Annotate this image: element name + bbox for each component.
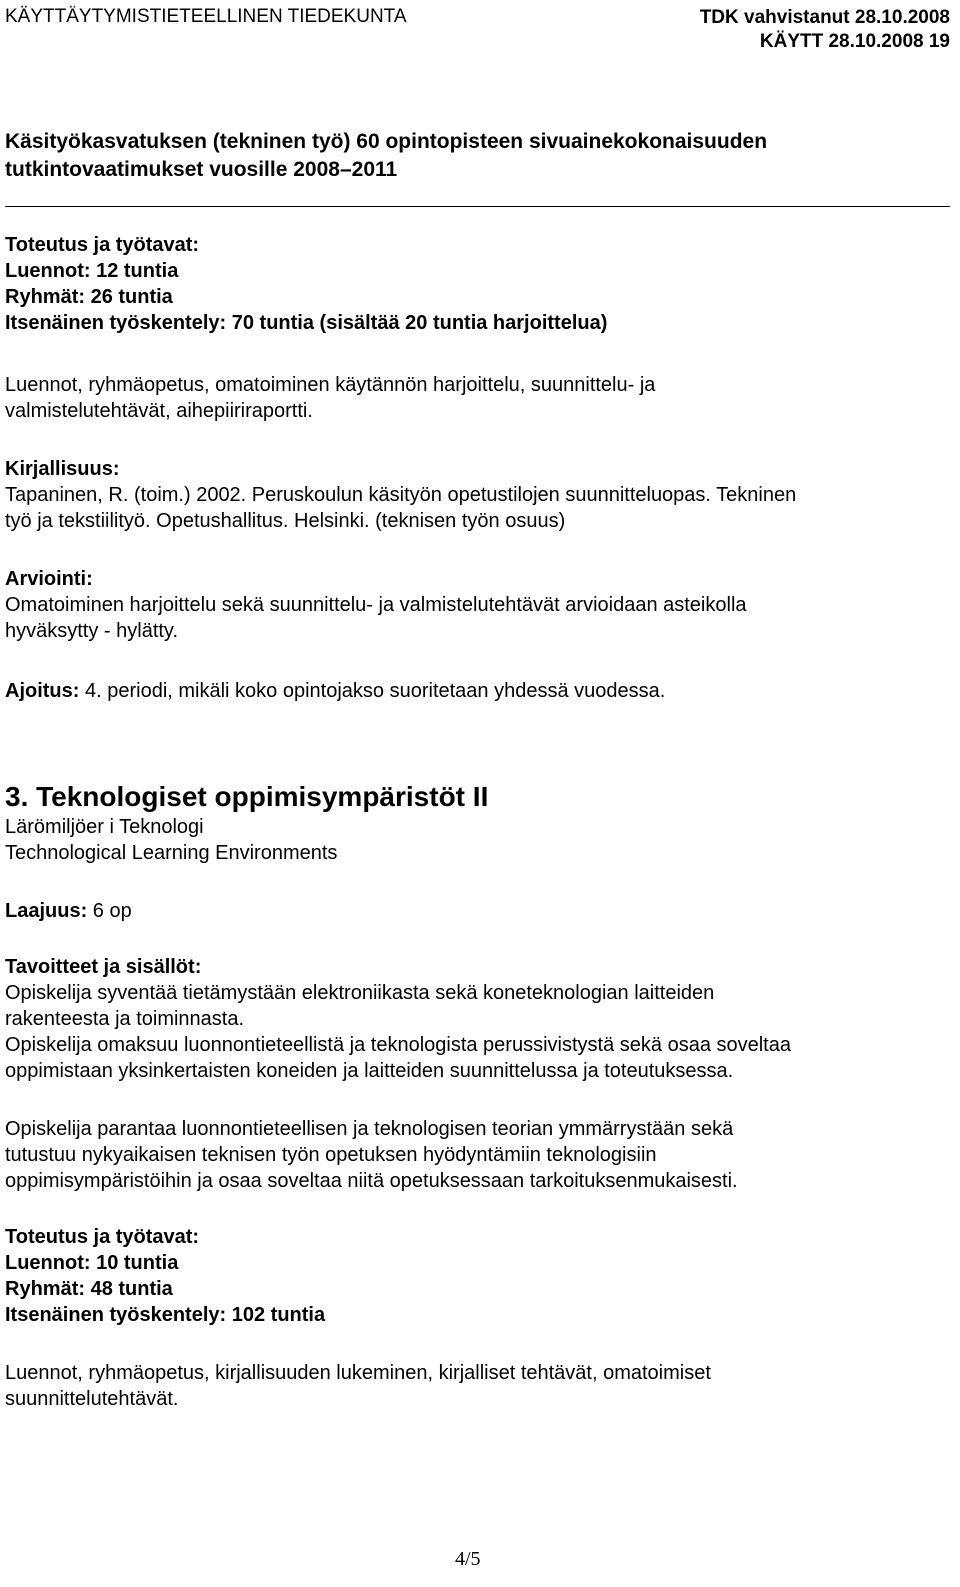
s3-laajuus <box>5 898 132 924</box>
s1-methods <box>5 372 655 424</box>
header-approval-line1: TDK vahvistanut 28.10.2008 <box>699 7 950 28</box>
s1-toteutus-heading: Toteutus ja työtavat: <box>5 234 200 256</box>
s3-laajuus-label: Laajuus: <box>5 900 88 922</box>
s1-arviointi-line2: hyväksytty - hylätty. <box>5 620 179 642</box>
s3-tavoitteet-p1-line2: rakenteesta ja toiminnasta. <box>5 1008 245 1030</box>
s1-ajoitus <box>5 678 665 704</box>
s1-ajoitus-label: Ajoitus: <box>5 680 80 702</box>
s1-arviointi-line1: Omatoiminen harjoittelu sekä suunnittelu- ja valmistelutehtävät arvioidaan asteikolla <box>5 594 747 616</box>
s3-tavoitteet <box>5 954 791 1084</box>
s3-methods-line1: Luennot, ryhmäopetus, kirjallisuuden lukeminen, kirjalliset tehtävät, omatoimiset <box>5 1362 711 1384</box>
s3-tavoitteet-p3 <box>5 1116 738 1194</box>
title-divider <box>5 206 950 207</box>
s1-kirjallisuus-line2: työ ja tekstiilityö. Opetushallitus. Helsinki. (teknisen työn osuus) <box>5 510 566 532</box>
s3-tavoitteet-p3-line3: oppimisympäristöihin ja osaa soveltaa niitä opetuksessaan tarkoituksenmukaisesti. <box>5 1170 738 1192</box>
s1-kirjallisuus-line1: Tapaninen, R. (toim.) 2002. Peruskoulun käsityön opetustilojen suunnitteluopas. Tekninen <box>5 484 797 506</box>
s3-tavoitteet-p3-line1: Opiskelija parantaa luonnontieteellisen ja teknologisen teorian ymmärrystään sekä <box>5 1118 734 1140</box>
s1-itsenainen: Itsenäinen työskentely: 70 tuntia (sisältää 20 tuntia harjoittelua) <box>5 312 608 334</box>
header-approval <box>700 6 950 54</box>
s1-ryhmat: Ryhmät: 26 tuntia <box>5 286 173 308</box>
s3-tavoitteet-p3-line2: tutustuu nykyaikaisen teknisen työn opetuksen hyödyntämiin teknologisiin <box>5 1144 657 1166</box>
s1-arviointi <box>5 566 747 644</box>
s3-english-title: Technological Learning Environments <box>5 842 338 864</box>
document-title-line1: Käsityökasvatuksen (tekninen työ) 60 opintopisteen sivuainekokonaisuuden <box>5 130 768 153</box>
s3-laajuus-value: 6 op <box>87 900 132 922</box>
s3-luennot: Luennot: 10 tuntia <box>5 1252 179 1274</box>
s3-toteutus <box>5 1224 325 1328</box>
document-title-line2: tutkintovaatimukset vuosille 2008–2011 <box>5 158 398 181</box>
s1-methods-line1: Luennot, ryhmäopetus, omatoiminen käytännön harjoittelu, suunnittelu- ja <box>5 374 656 396</box>
s1-arviointi-heading: Arviointi: <box>5 568 93 590</box>
s3-tavoitteet-p2-line1: Opiskelija omaksuu luonnontieteellistä ja teknologista perussivistystä sekä osaa soveltaa <box>5 1034 791 1056</box>
s1-kirjallisuus-heading: Kirjallisuus: <box>5 458 120 480</box>
s1-toteutus <box>5 232 607 336</box>
s1-ajoitus-text: 4. periodi, mikäli koko opintojakso suoritetaan yhdessä vuodessa. <box>79 680 666 702</box>
s3-toteutus-heading: Toteutus ja työtavat: <box>5 1226 200 1248</box>
s3-swedish-title: Lärömiljöer i Teknologi <box>5 816 204 838</box>
s1-methods-line2: valmistelutehtävät, aihepiiriraportti. <box>5 400 313 422</box>
s1-kirjallisuus <box>5 456 796 534</box>
s3-heading-block <box>5 780 488 866</box>
s3-methods-line2: suunnittelutehtävät. <box>5 1388 179 1410</box>
s3-heading: 3. Teknologiset oppimisympäristöt II <box>5 781 489 812</box>
s3-methods <box>5 1360 711 1412</box>
document-title <box>5 128 767 184</box>
s3-itsenainen: Itsenäinen työskentely: 102 tuntia <box>5 1304 326 1326</box>
s3-ryhmat: Ryhmät: 48 tuntia <box>5 1278 173 1300</box>
s3-tavoitteet-p1-line1: Opiskelija syventää tietämystään elektroniikasta sekä koneteknologian laitteiden <box>5 982 715 1004</box>
header-faculty: KÄYTTÄYTYMISTIETEELLINEN TIEDEKUNTA <box>5 6 407 27</box>
page-number: 4/5 <box>455 1548 481 1570</box>
header-approval-line2: KÄYTT 28.10.2008 19 <box>759 31 950 52</box>
s3-tavoitteet-heading: Tavoitteet ja sisällöt: <box>5 956 202 978</box>
s1-luennot: Luennot: 12 tuntia <box>5 260 179 282</box>
s3-tavoitteet-p2-line2: oppimistaan yksinkertaisten koneiden ja laitteiden suunnittelussa ja toteutuksessa. <box>5 1060 734 1082</box>
